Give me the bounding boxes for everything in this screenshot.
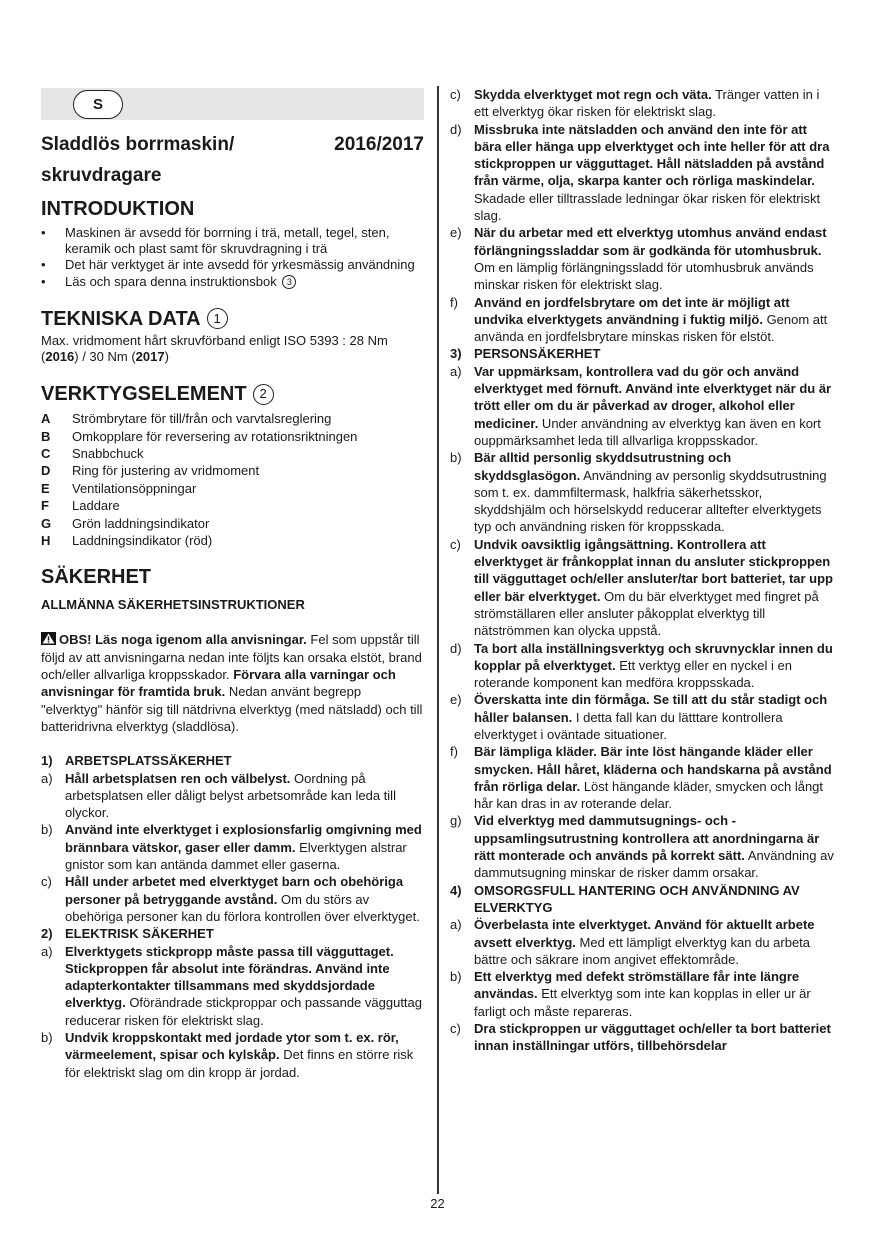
- list-item: C Snabbchuck: [41, 446, 144, 462]
- figure-ref-icon: 3: [282, 275, 296, 289]
- list-item: G Grön laddningsindikator: [41, 515, 210, 531]
- figure-ref-icon: 2: [253, 384, 274, 405]
- list-item: f) Bär lämpliga kläder. Bär inte löst hängande kläder eller smycken. Håll håret, kläderna och handskarna på avstånd från rörliga delar. Löst hängande kläder, smycken och långt hår kan dras in av roterande delar.: [450, 744, 832, 812]
- list-item: c) Skydda elverktyget mot regn och väta. Tränger vatten in i ett elverktyg ökar risken för elektriskt slag.: [450, 87, 820, 120]
- product-name-line2: skruvdragare: [41, 165, 162, 186]
- product-title: [41, 131, 424, 158]
- figure-ref-icon: 1: [207, 308, 228, 329]
- list-item: a) Håll arbetsplatsen ren och välbelyst. Oordning på arbetsplatsen eller dåligt belyst arbetsområde kan leda till olyckor.: [41, 770, 396, 821]
- list-item: f) Använd en jordfelsbrytare om det inte är möjligt att undvika elverktygets användning i fuktig miljö. Genom att använda en jordfelsbrytare minskas risken för elstöt.: [450, 294, 828, 345]
- warning-icon: [41, 632, 56, 645]
- list-item: • Läs och spara denna instruktionsbok 3: [41, 274, 424, 290]
- list-item: B Omkopplare för reversering av rotationsriktningen: [41, 428, 358, 444]
- list-item: e) Överskatta inte din förmåga. Se till att du står stadigt och håller balansen. I detta fall kan du lätttare kontrollera elverktyget i oväntade situationer.: [450, 692, 828, 742]
- right-column: [450, 86, 834, 1055]
- safety-heading: SÄKERHET: [41, 566, 152, 589]
- page-number: 22: [430, 1196, 445, 1211]
- list-item: b) Ett elverktyg med defekt strömställare får inte längre användas. Ett elverktyg som inte kan kopplas in eller ur är farligt och måste repareras.: [450, 969, 811, 1019]
- intro-heading: INTRODUKTION: [41, 198, 195, 220]
- list-item: H Laddningsindikator (röd): [41, 533, 213, 549]
- language-badge: S: [73, 90, 123, 119]
- list-item: e) När du arbetar med ett elverktyg utomhus använd endast förlängningssladdar som är godkända för utomhusbruk. Om en lämplig förlängningssladd för utomhusbruk används minskar risken för elektriskt slag.: [450, 225, 827, 293]
- tech-text: Max. vridmoment hårt skruvförband enligt ISO 5393 : 28 Nm (2016) / 30 Nm (2017): [41, 332, 388, 365]
- list-item: a) Var uppmärksam, kontrollera vad du gör och använd elverktyget med förnuft. Använd inte elverktyget när du är trött eller om du är påverkad av droger, alkohol eller mediciner. Under användning av elverktyg kan även en kort ouppmärksamhet leda till allvarliga kroppsskador.: [450, 363, 832, 448]
- model-number: 2016/2017: [334, 134, 424, 155]
- list-item: F Laddare: [41, 498, 120, 514]
- left-column: [41, 131, 424, 1081]
- list-item: D Ring för justering av vridmoment: [41, 463, 260, 479]
- list-item: E Ventilationsöppningar: [41, 480, 197, 496]
- list-item: c) Håll under arbetet med elverktyget barn och obehöriga personer på betryggande avstånd. Om du störs av obehöriga personer kan du förlora kontrollen över elverktyget.: [41, 874, 420, 924]
- left-safety-list: [41, 752, 424, 1081]
- section-heading: 4) OMSORGSFULL HANTERING OCH ANVÄNDNING AV ELVERKTYG: [450, 882, 800, 915]
- section-heading: 2) ELEKTRISK SÄKERHET: [41, 926, 214, 942]
- list-item: a) Överbelasta inte elverktyget. Använd för aktuellt arbete avsett elverktyg. Med ett lämpligt elverktyg kan du arbeta bättre och säkrare inom angivet effektområde.: [450, 917, 815, 967]
- section-heading: 3) PERSONSÄKERHET: [450, 346, 601, 362]
- list-item: d) Ta bort alla inställningsverktyg och skruvnycklar innen du kopplar på elverktyget. Ett verktyg eller en nyckel i en roterande komponent kan medföra kroppsskada.: [450, 640, 833, 691]
- safety-warning: OBS! Läs noga igenom alla anvisningar. Fel som uppstår till följd av att anvisningarna nedan inte följts kan orsaka elstöt, brand och/eller allvarliga kroppsskador. Förvara alla varningar och anvisningar för framtida bruk. Nedan använt begrepp "elverktyg" hänför sig till nätdrivna elverktyg (med nätsladd) och till batteridrivna elverktyg (sladdlösa).: [41, 632, 423, 734]
- list-item: • Maskinen är avsedd för borrning i trä, metall, tegel, sten, keramik och plast samt för skruvdragning i trä: [41, 225, 390, 257]
- list-item: c) Dra stickproppen ur vägguttaget och/eller ta bort batteriet innan inställningar utförs, tillbehörsdelar: [450, 1021, 831, 1054]
- list-item: d) Missbruka inte nätsladden och använd den inte för att bära eller hänga upp elverktyget och inte heller för att dra stickproppen ur vägguttaget. Håll nätsladden på avstånd från värme, olja, skarpa kanter och rörliga maskindelar. Skadade eller tilltrasslade ledningar ökar risken för elektriskt slag.: [450, 121, 830, 224]
- list-item: b) Bär alltid personlig skyddsutrustning och skyddsglasögon. Användning av personlig skyddsutrustning som t. ex. dammfiltermask, halkfria säkerhetsskor, skyddshjälm och hörselskydd reducerar alltefter elverktygets typ och användning risken för kroppsskada.: [450, 450, 827, 535]
- tech-heading: TEKNISKA DATA 1: [41, 307, 424, 331]
- list-item: c) Undvik oavsiktlig igångsättning. Kontrollera att elverktyget är frånkopplat innan du ansluter stickproppen till vägguttaget och/eller ansluter/tar bort batteriet, tar upp eller bär elverktyget. Om du bär elverktyget med fingret på strömställaren eller ansluter påkopplat elverktyg till nätströmmen kan olycka uppstå.: [450, 536, 833, 639]
- intro-list: [41, 225, 424, 290]
- right-safety-list: [450, 86, 834, 1055]
- list-item: • Det här verktyget är inte avsedd för yrkesmässig användning: [41, 257, 415, 273]
- language-bar: [41, 88, 424, 120]
- list-item: b) Undvik kroppskontakt med jordade ytor som t. ex. rör, värmeelement, spisar och kylskåp. Det finns en större risk för elektriskt slag om din kropp är jordad.: [41, 1030, 414, 1080]
- product-name-line1: Sladdlös borrmaskin/: [41, 134, 235, 155]
- list-item: g) Vid elverktyg med dammutsugnings- och -uppsamlingsutrustning kontrollera att anordningarna är rätt monterade och används på korrekt sätt. Användning av dammutsugning minskar de risker damm orsakar.: [450, 813, 834, 881]
- list-item: a) Elverktygets stickpropp måste passa till vägguttaget. Stickproppen får absolut inte förändras. Använd inte adapterkontakter tillsammans med skyddsjordade elverktyg. Oförändrade stickproppar och passande vägguttag reducerar risken för elektriskt slag.: [41, 943, 423, 1028]
- elements-heading: VERKTYGSELEMENT 2: [41, 382, 424, 406]
- list-item: b) Använd inte elverktyget i explosionsfarlig omgivning med brännbara vätskor, gaser eller damm. Elverktygen alstrar gnistor som kan antända dammet eller gaserna.: [41, 822, 422, 873]
- section-heading: 1) ARBETSPLATSSÄKERHET: [41, 753, 232, 769]
- safety-subheading: ALLMÄNNA SÄKERHETSINSTRUKTIONER: [41, 597, 305, 613]
- column-divider: [437, 86, 439, 1194]
- elements-list: [41, 410, 424, 549]
- list-item: A Strömbrytare för till/från och varvtalsreglering: [41, 411, 332, 427]
